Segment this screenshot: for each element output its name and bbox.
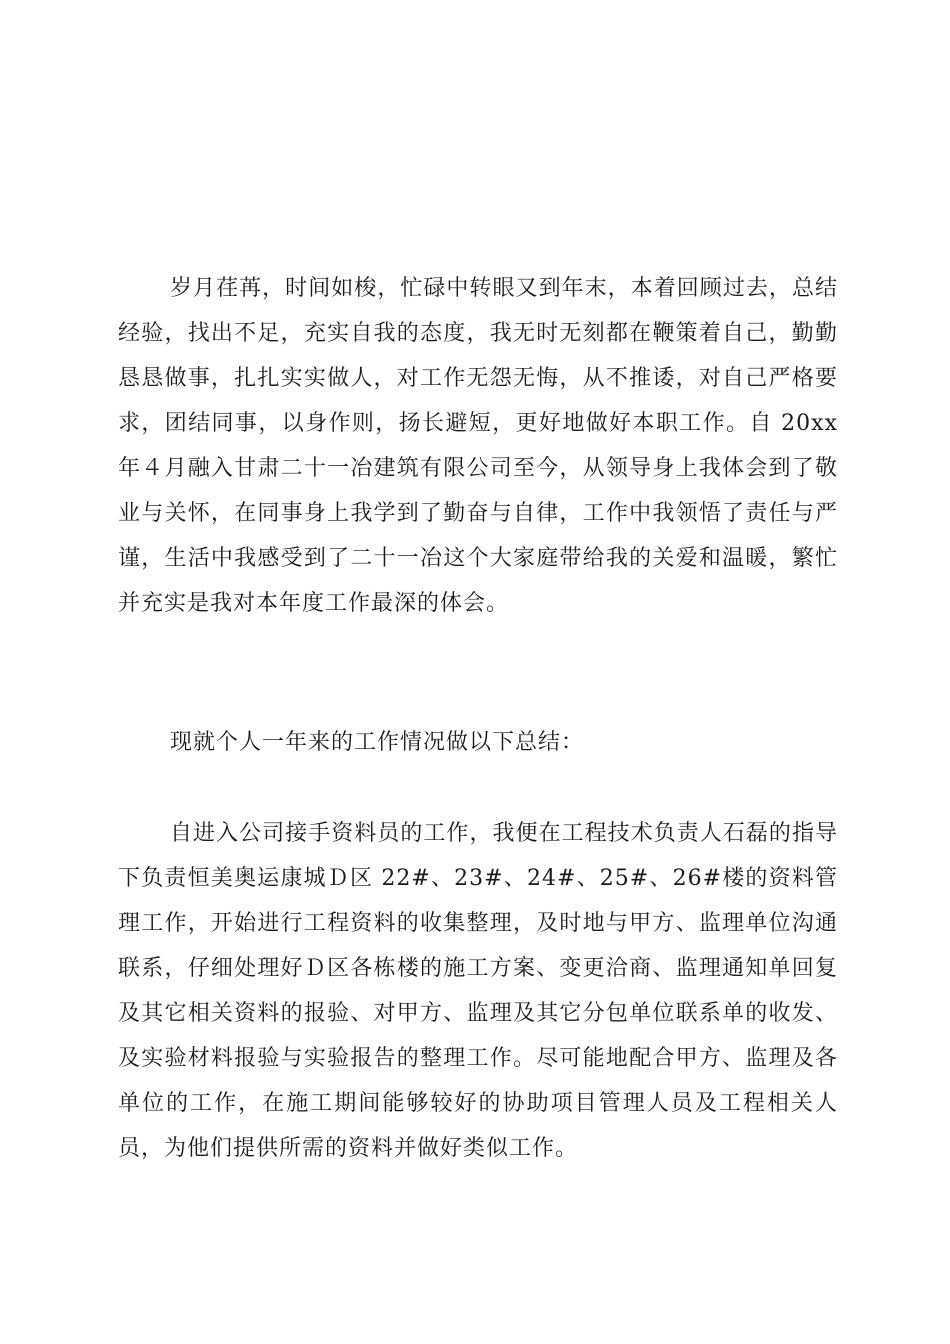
paragraph-work-details: 自进入公司接手资料员的工作，我便在工程技术负责人石磊的指导下负责恒美奥运康城Ｄ区 22#、23#、24#、25#、26#楼的资料管理工作，开始进行工程资料的收集整理，及时地与甲方、监理单位沟通联系，仔细处理好Ｄ区各栋楼的施工方案、变更洽商、监理通知单回复及其它相关资料的报验、对甲方、监理及其它分包单位联系单的收发、及实验材料报验与实验报告的整理工作。尽可能地配合甲方、监理及各单位的工作，在施工期间能够较好的协助项目管理人员及工程相关人员，为他们提供所需的资料并做好类似工作。 (118, 821, 838, 1161)
paragraph-summary-lead: 现就个人一年来的工作情况做以下总结： (170, 730, 585, 755)
paragraph-intro: 岁月荏苒，时间如梭，忙碌中转眼又到年末，本着回顾过去，总结经验，找出不足，充实自我的态度，我无时无刻都在鞭策着自己，勤勤恳恳做事，扎扎实实做人，对工作无怨无悔，从不推诿，对自己严格要求，团结同事，以身作则，扬长避短，更好地做好本职工作。自 20xx 年４月融入甘肃二十一冶建筑有限公司至今，从领导身上我体会到了敬业与关怀，在同事身上我学到了勤奋与自律，工作中我领悟了责任与严谨，生活中我感受到了二十一冶这个大家庭带给我的关爱和温暖，繁忙并充实是我对本年度工作最深的体会。 (118, 276, 838, 616)
